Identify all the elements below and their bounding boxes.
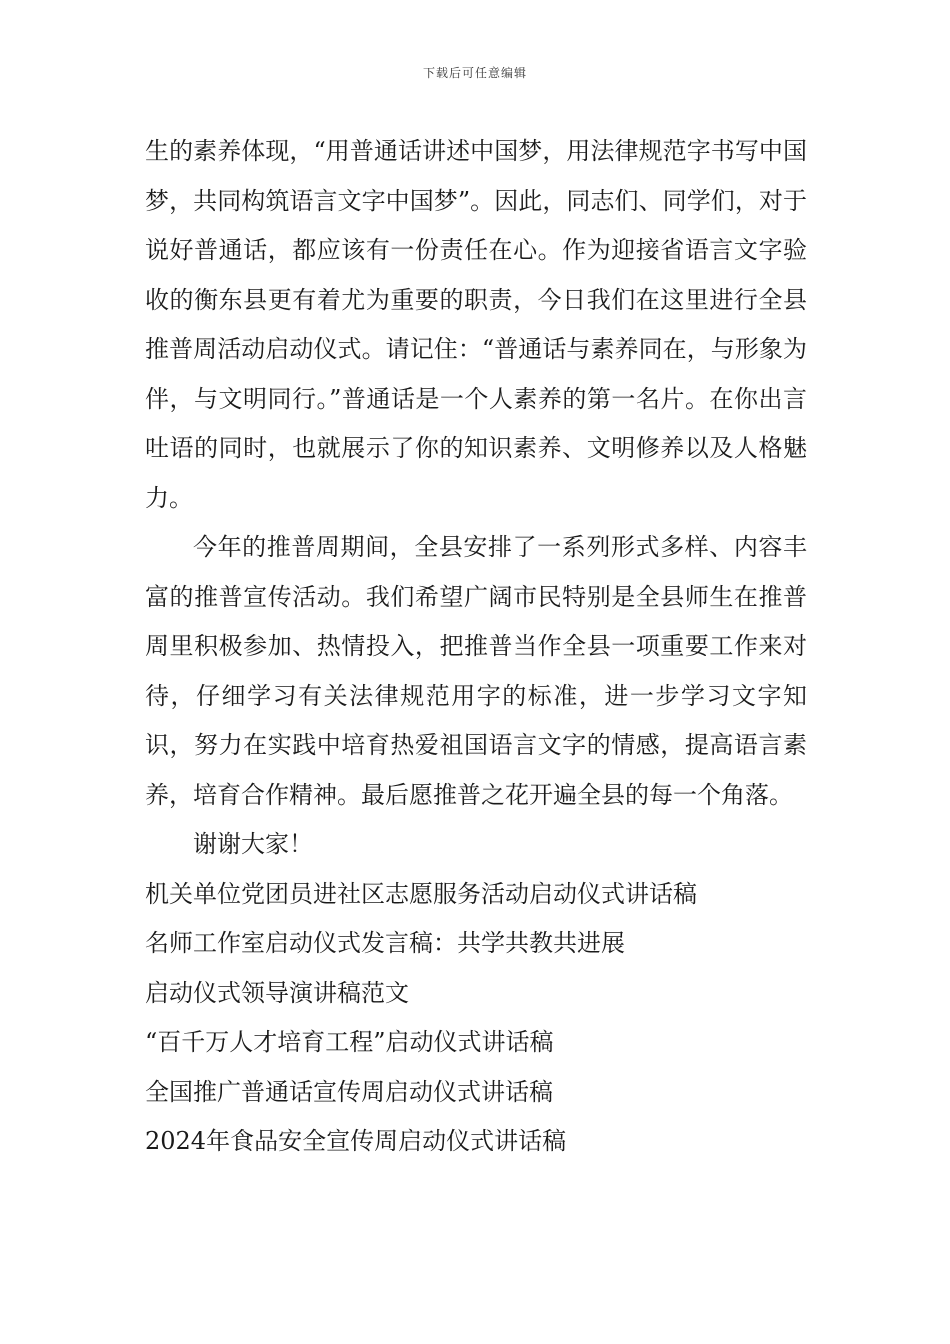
related-link[interactable]: “百千万人才培育工程”启动仪式讲话稿 bbox=[145, 1028, 554, 1056]
page-header: 下载后可任意编辑 bbox=[422, 66, 527, 80]
related-link-item[interactable] bbox=[145, 969, 807, 1019]
related-link-item[interactable] bbox=[145, 870, 807, 920]
related-link-item[interactable] bbox=[145, 1068, 807, 1118]
related-link-item[interactable] bbox=[145, 1018, 807, 1068]
related-link-item[interactable] bbox=[145, 1117, 807, 1167]
body-paragraph-1: 生的素养体现，“用普通话讲述中国梦，用法律规范字书写中国梦，共同构筑语言文字中国梦”。因此，同志们、同学们，对于说好普通话，都应该有一份责任在心。作为迎接省语言文字验收的衡东县更有着尤为重要的职责，今日我们在这里进行全县推普周活动启动仪式。请记住：“普通话与素养同在，与形象为伴，与文明同行。”普通话是一个人素养的第一名片。在你出言吐语的同时，也就展示了你的知识素养、文明修养以及人格魅力。 bbox=[145, 137, 807, 512]
related-link[interactable]: 2024年食品安全宣传周启动仪式讲话稿 bbox=[145, 1127, 567, 1155]
related-link[interactable]: 机关单位党团员进社区志愿服务活动启动仪式讲话稿 bbox=[145, 879, 697, 908]
related-link[interactable]: 启动仪式领导演讲稿范文 bbox=[145, 978, 409, 1007]
related-link[interactable]: 全国推广普通话宣传周启动仪式讲话稿 bbox=[145, 1077, 553, 1106]
related-link[interactable]: 名师工作室启动仪式发言稿：共学共教共进展 bbox=[145, 929, 625, 957]
related-link-item[interactable] bbox=[145, 919, 807, 969]
related-links-list bbox=[145, 870, 807, 1167]
closing-thanks: 谢谢大家！ bbox=[193, 830, 313, 858]
document-body bbox=[145, 127, 807, 1167]
body-paragraph-2: 今年的推普周期间，全县安排了一系列形式多样、内容丰富的推普宣传活动。我们希望广阔市民特别是全县师生在推普周里积极参加、热情投入，把推普当作全县一项重要工作来对待，仔细学习有关法律规范用字的标准，进一步学习文字知识，努力在实践中培育热爱祖国语言文字的情感，提高语言素养，培育合作精神。最后愿推普之花开遍全县的每一个角落。 bbox=[145, 533, 807, 809]
